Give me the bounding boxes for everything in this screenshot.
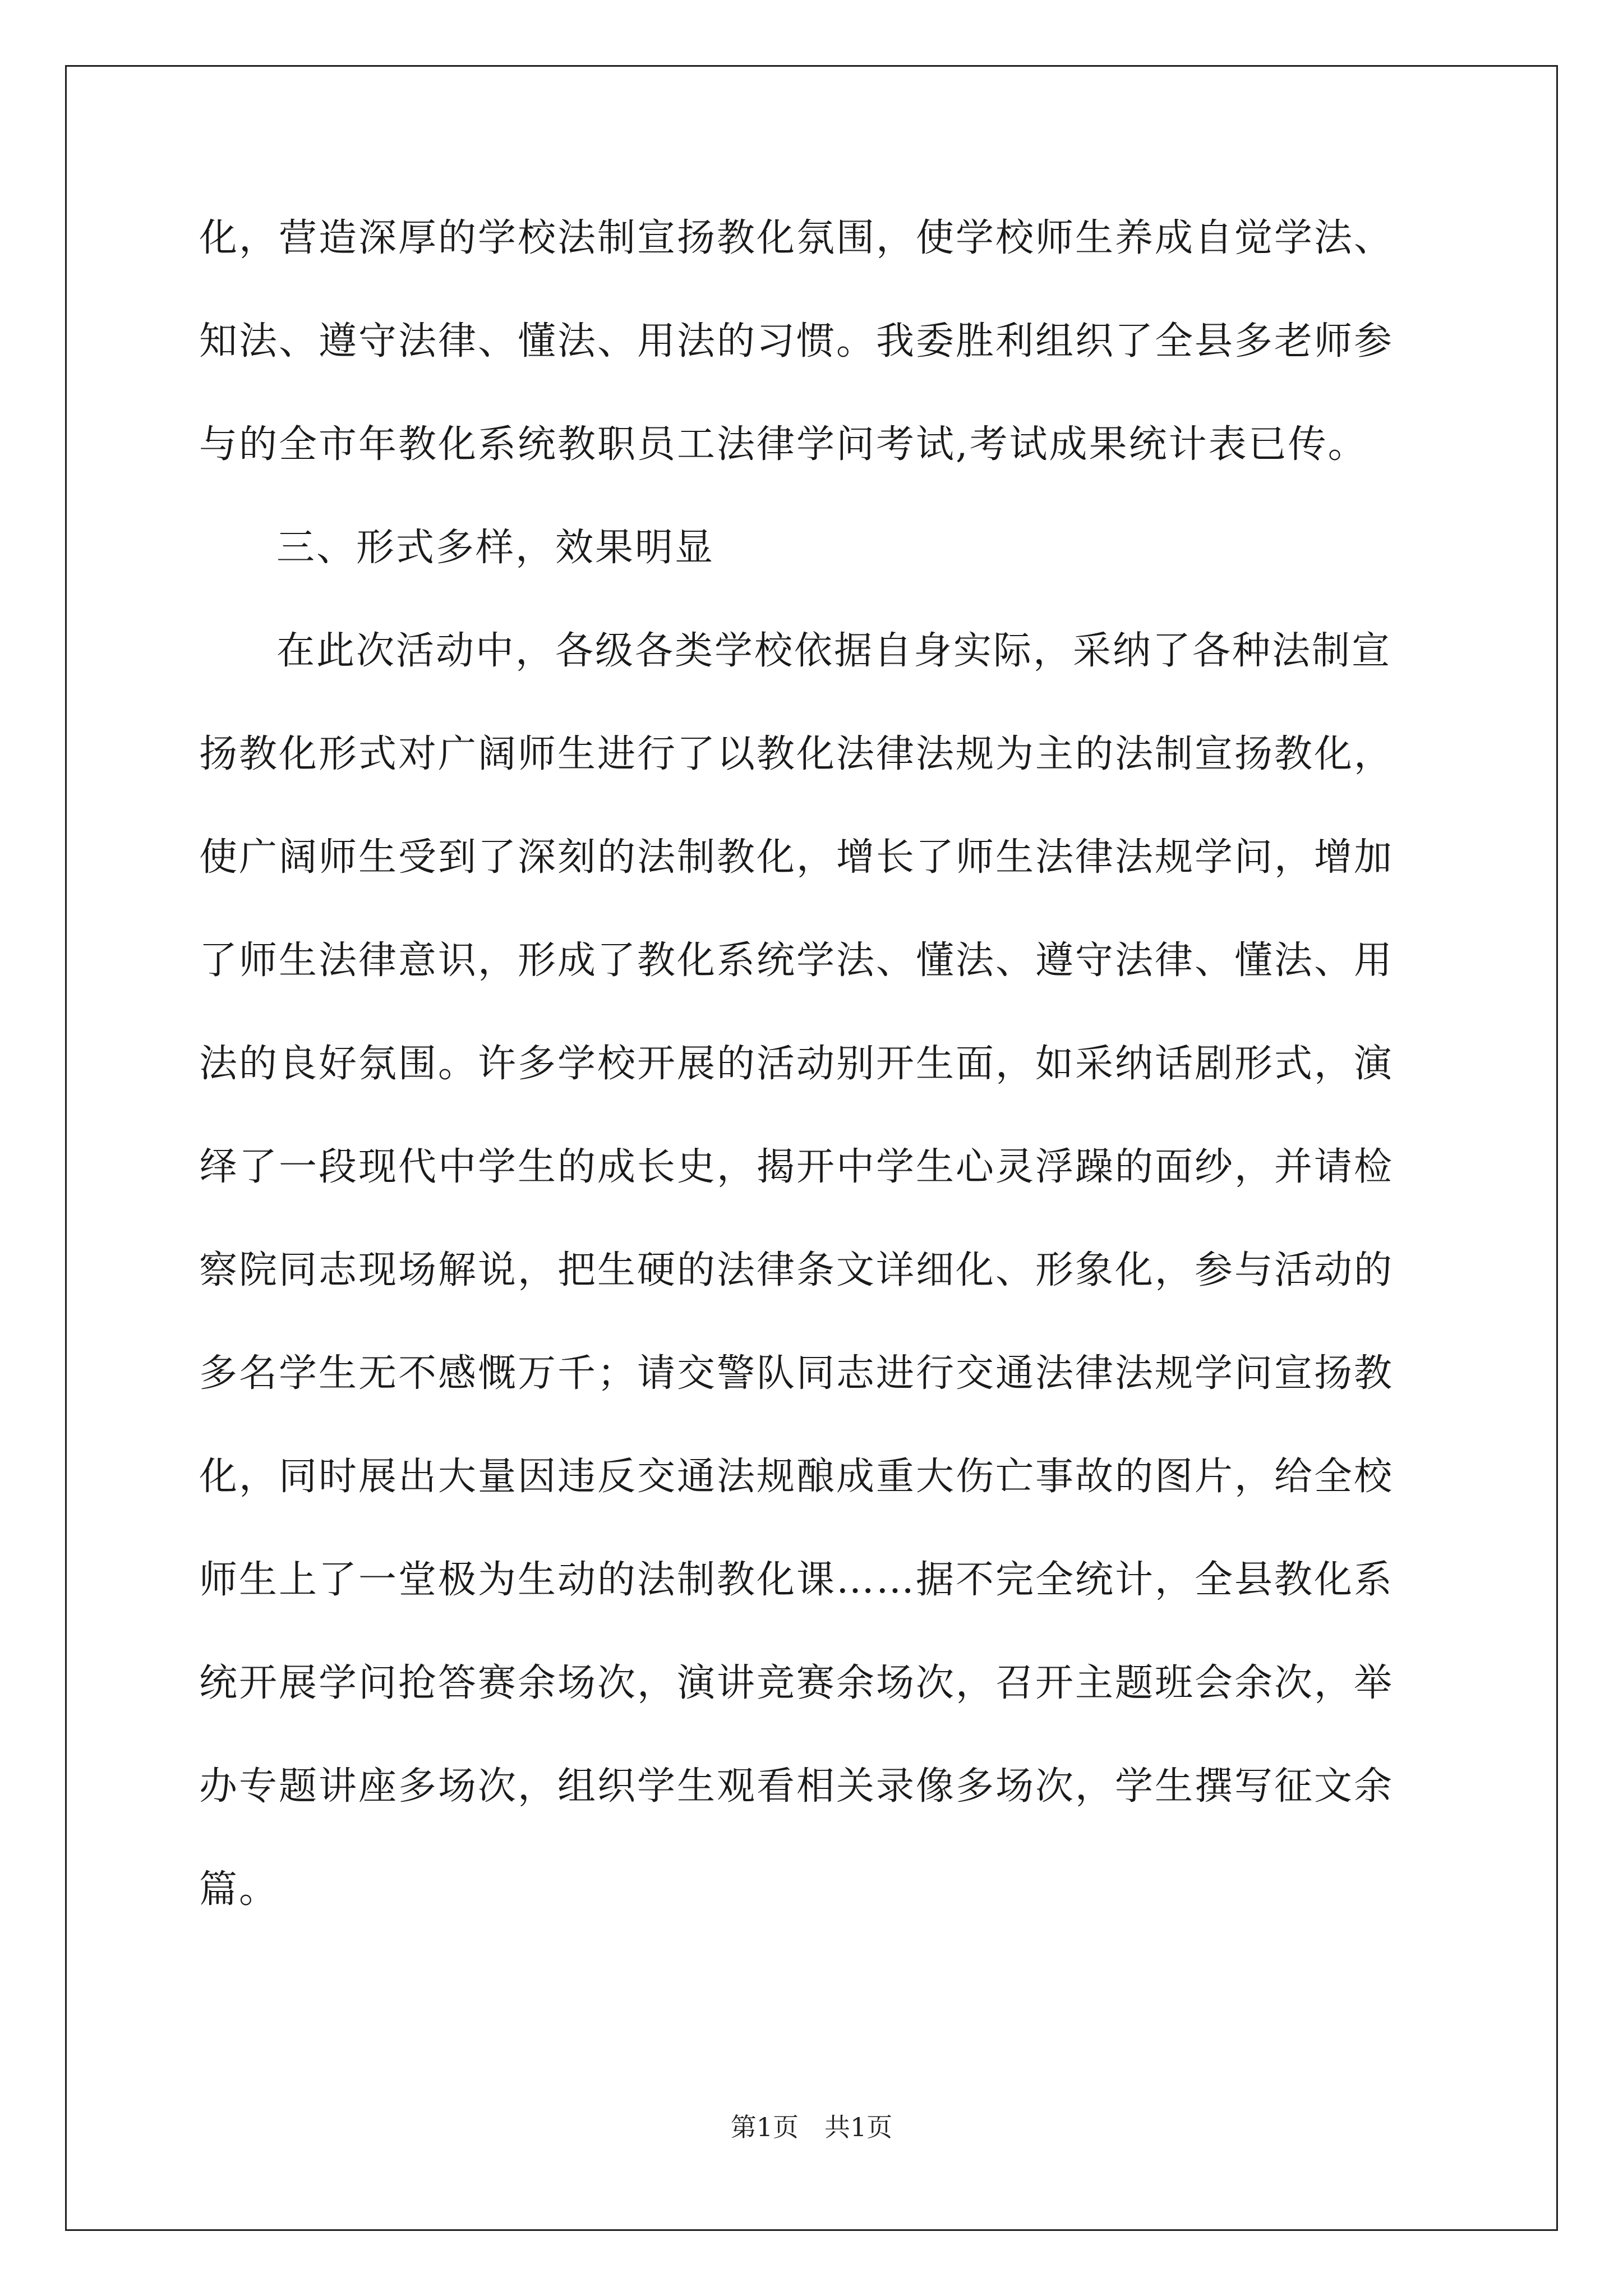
- section-heading: 三、形式多样，效果明显: [276, 526, 715, 570]
- text-line: 了师生法律意识，形成了教化系统学法、懂法、遵守法律、懂法、用: [199, 938, 1394, 983]
- text-line: 统开展学问抢答赛余场次，演讲竞赛余场次，召开主题班会余次，举: [199, 1661, 1394, 1705]
- text-line: 知法、遵守法律、懂法、用法的习惯。我委胜利组织了全县多老师参: [199, 319, 1394, 364]
- text-line: 多名学生无不感慨万千；请交警队同志进行交通法律法规学问宣扬教: [199, 1351, 1394, 1396]
- text-line: 与的全市年教化系统教职员工法律学问考试,考试成果统计表已传。: [199, 422, 1368, 467]
- text-line: 篇。: [199, 1867, 279, 1912]
- text-line: 使广阔师生受到了深刻的法制教化，增长了师生法律法规学问，增加: [199, 835, 1394, 880]
- text-line: 办专题讲座多场次，组织学生观看相关录像多场次，学生撰写征文余: [199, 1764, 1394, 1809]
- text-line: 在此次活动中，各级各类学校依据自身实际，采纳了各种法制宣: [276, 629, 1392, 673]
- page-number-footer: 第1页 共1页: [730, 2112, 893, 2142]
- text-line: 扬教化形式对广阔师生进行了以教化法律法规为主的法制宣扬教化，: [199, 732, 1394, 776]
- text-line: 化，同时展出大量因违反交通法规酿成重大伤亡事故的图片，给全校: [199, 1455, 1394, 1499]
- text-line: 法的良好氛围。许多学校开展的活动别开生面，如采纳话剧形式，演: [199, 1042, 1394, 1086]
- text-line: 绎了一段现代中学生的成长史，揭开中学生心灵浮躁的面纱，并请检: [199, 1145, 1394, 1189]
- text-line: 察院同志现场解说，把生硬的法律条文详细化、形象化，参与活动的: [199, 1248, 1394, 1292]
- text-line: 化，营造深厚的学校法制宣扬教化氛围，使学校师生养成自觉学法、: [199, 216, 1394, 260]
- text-line: 师生上了一堂极为生动的法制教化课……据不完全统计，全县教化系: [199, 1558, 1394, 1602]
